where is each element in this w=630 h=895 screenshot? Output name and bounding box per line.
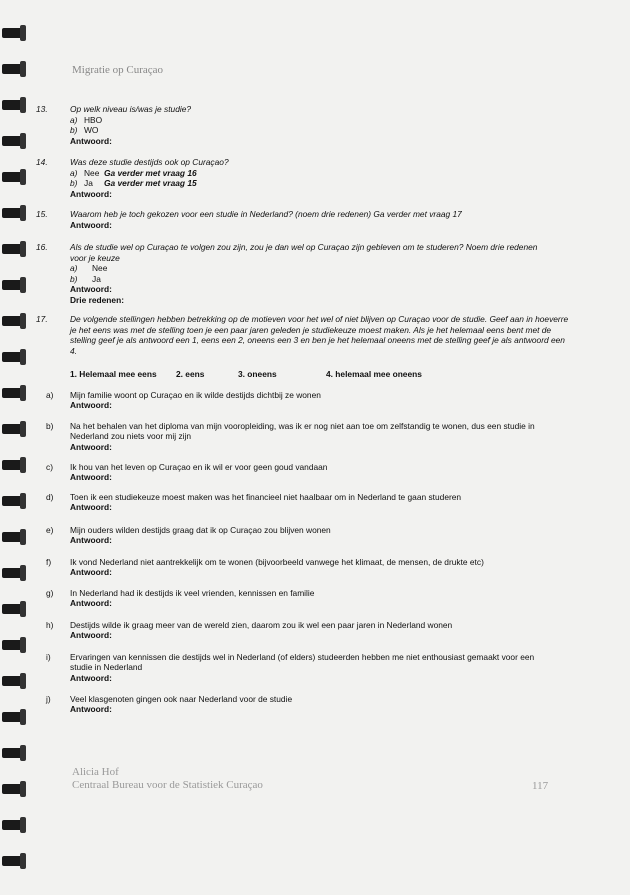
question-14	[36, 157, 596, 199]
question-number: 15.	[36, 209, 48, 219]
reasons-label: Drie redenen:	[70, 294, 124, 305]
question-text: Op welk niveau is/was je studie?	[70, 104, 192, 114]
binding-ring	[2, 64, 24, 74]
page-header: Migratie op Curaçao	[72, 64, 164, 76]
statement: h) Destijds wilde ik graag meer van de wereld zien, daarom zou ik wel een paar jaren in Nederland wonen Antwoord:	[46, 620, 566, 641]
binding-ring	[2, 244, 24, 254]
binding-ring	[2, 208, 24, 218]
binding-ring	[2, 100, 24, 110]
footer-author: Alicia Hof	[72, 766, 119, 778]
answer-label: Antwoord:	[70, 400, 112, 411]
binding-ring	[2, 460, 24, 470]
scale-option: 4. helemaal mee oneens	[326, 369, 422, 379]
statement: d) Toen ik een studiekeuze moest maken was het financieel niet haalbaar om in Nederland te gaan studeren Antwoord:	[46, 492, 566, 513]
statement: g) In Nederland had ik destijds ik veel vrienden, kennissen en familie Antwoord:	[46, 588, 566, 609]
binding-ring	[2, 352, 24, 362]
option: b) Ja	[70, 273, 101, 284]
binding-ring	[2, 280, 24, 290]
binding-ring	[2, 136, 24, 146]
binding-ring	[2, 28, 24, 38]
answer-label: Antwoord:	[70, 630, 112, 641]
question-number: 14.	[36, 157, 48, 167]
binding-ring	[2, 604, 24, 614]
question-number: 17.	[36, 314, 48, 324]
question-number: 13.	[36, 104, 48, 114]
binding-ring	[2, 640, 24, 650]
answer-label: Antwoord:	[70, 135, 112, 146]
answer-label: Antwoord:	[70, 502, 112, 513]
question-16	[36, 242, 596, 306]
scale-option: 1. Helemaal mee eens	[70, 369, 157, 379]
spiral-binding	[0, 0, 30, 895]
answer-label: Antwoord:	[70, 704, 112, 715]
binding-ring	[2, 388, 24, 398]
question-number: 16.	[36, 242, 48, 252]
option: a) Nee	[70, 263, 108, 274]
binding-ring	[2, 568, 24, 578]
binding-ring	[2, 784, 24, 794]
binding-ring	[2, 676, 24, 686]
answer-label: Antwoord:	[70, 441, 112, 452]
question-17	[36, 314, 596, 356]
option: a) HBO	[70, 114, 103, 125]
binding-ring	[2, 820, 24, 830]
answer-label: Antwoord:	[70, 188, 112, 199]
answer-label: Antwoord:	[70, 284, 112, 295]
scale-option: 2. eens	[176, 369, 205, 379]
statement: f) Ik vond Nederland niet aantrekkelijk om te wonen (bijvoorbeeld vanwege het klimaat, de mensen, de drukte etc) Antwoord:	[46, 557, 566, 578]
statement: c) Ik hou van het leven op Curaçao en ik wil er voor geen goud vandaan Antwoord:	[46, 462, 566, 483]
binding-ring	[2, 856, 24, 866]
answer-label: Antwoord:	[70, 472, 112, 483]
binding-ring	[2, 172, 24, 182]
scale-option: 3. oneens	[238, 369, 277, 379]
statement: a) Mijn familie woont op Curaçao en ik wilde destijds dichtbij ze wonen Antwoord:	[46, 390, 566, 411]
statement: b) Na het behalen van het diploma van mijn vooropleiding, was ik er nog niet aan toe om zelfstandig te wonen, dus een studie in Nederland zou niets voor mij zijn Antwoord:	[46, 421, 566, 452]
binding-ring	[2, 496, 24, 506]
footer-organization: Centraal Bureau voor de Statistiek Curaçao	[72, 779, 263, 791]
binding-ring	[2, 424, 24, 434]
binding-ring	[2, 316, 24, 326]
question-text: Als de studie wel op Curaçao te volgen zou zijn, zou je dan wel op Curaçao zijn gebleven om te studeren? Noem drie redenen voor je keuze	[70, 242, 538, 263]
answer-label: Antwoord:	[70, 535, 112, 546]
question-text: Waarom heb je toch gekozen voor een studie in Nederland? (noem drie redenen) Ga verder met vraag 17	[70, 209, 462, 219]
option: a) Nee Ga verder met vraag 16	[70, 167, 197, 178]
statement: e) Mijn ouders wilden destijds graag dat ik op Curaçao zou blijven wonen Antwoord:	[46, 525, 566, 546]
page-number: 117	[532, 780, 549, 792]
binding-ring	[2, 532, 24, 542]
question-15	[36, 209, 596, 230]
option: b) Ja Ga verder met vraag 15	[70, 178, 197, 189]
answer-label: Antwoord:	[70, 219, 112, 230]
answer-label: Antwoord:	[70, 567, 112, 578]
statement: j) Veel klasgenoten gingen ook naar Nederland voor de studie Antwoord:	[46, 694, 566, 715]
statement: i) Ervaringen van kennissen die destijds wel in Nederland (of elders) studeerden hebben me niet enthousiast gemaakt voor een studie in Nederland Antwoord:	[46, 652, 566, 683]
binding-ring	[2, 712, 24, 722]
question-text: Was deze studie destijds ook op Curaçao?	[70, 157, 229, 167]
question-text: De volgende stellingen hebben betrekking op de motieven voor het wel of niet blijven op Curaçao voor de studie. Geef aan in hoeverre je het eens was met de stelling toen je een paar jaren geleden je studiekeuze moest maken. Als je het helemaal eens bent met de stelling geef je als antwoord een 1, eens een 2, oneens een 3 en ben je het helemaal oneens met de stelling geef je als antwoord een 4.	[70, 314, 569, 356]
question-13	[36, 104, 596, 146]
option: b) WO	[70, 125, 99, 136]
answer-label: Antwoord:	[70, 672, 112, 683]
binding-ring	[2, 748, 24, 758]
answer-label: Antwoord:	[70, 598, 112, 609]
